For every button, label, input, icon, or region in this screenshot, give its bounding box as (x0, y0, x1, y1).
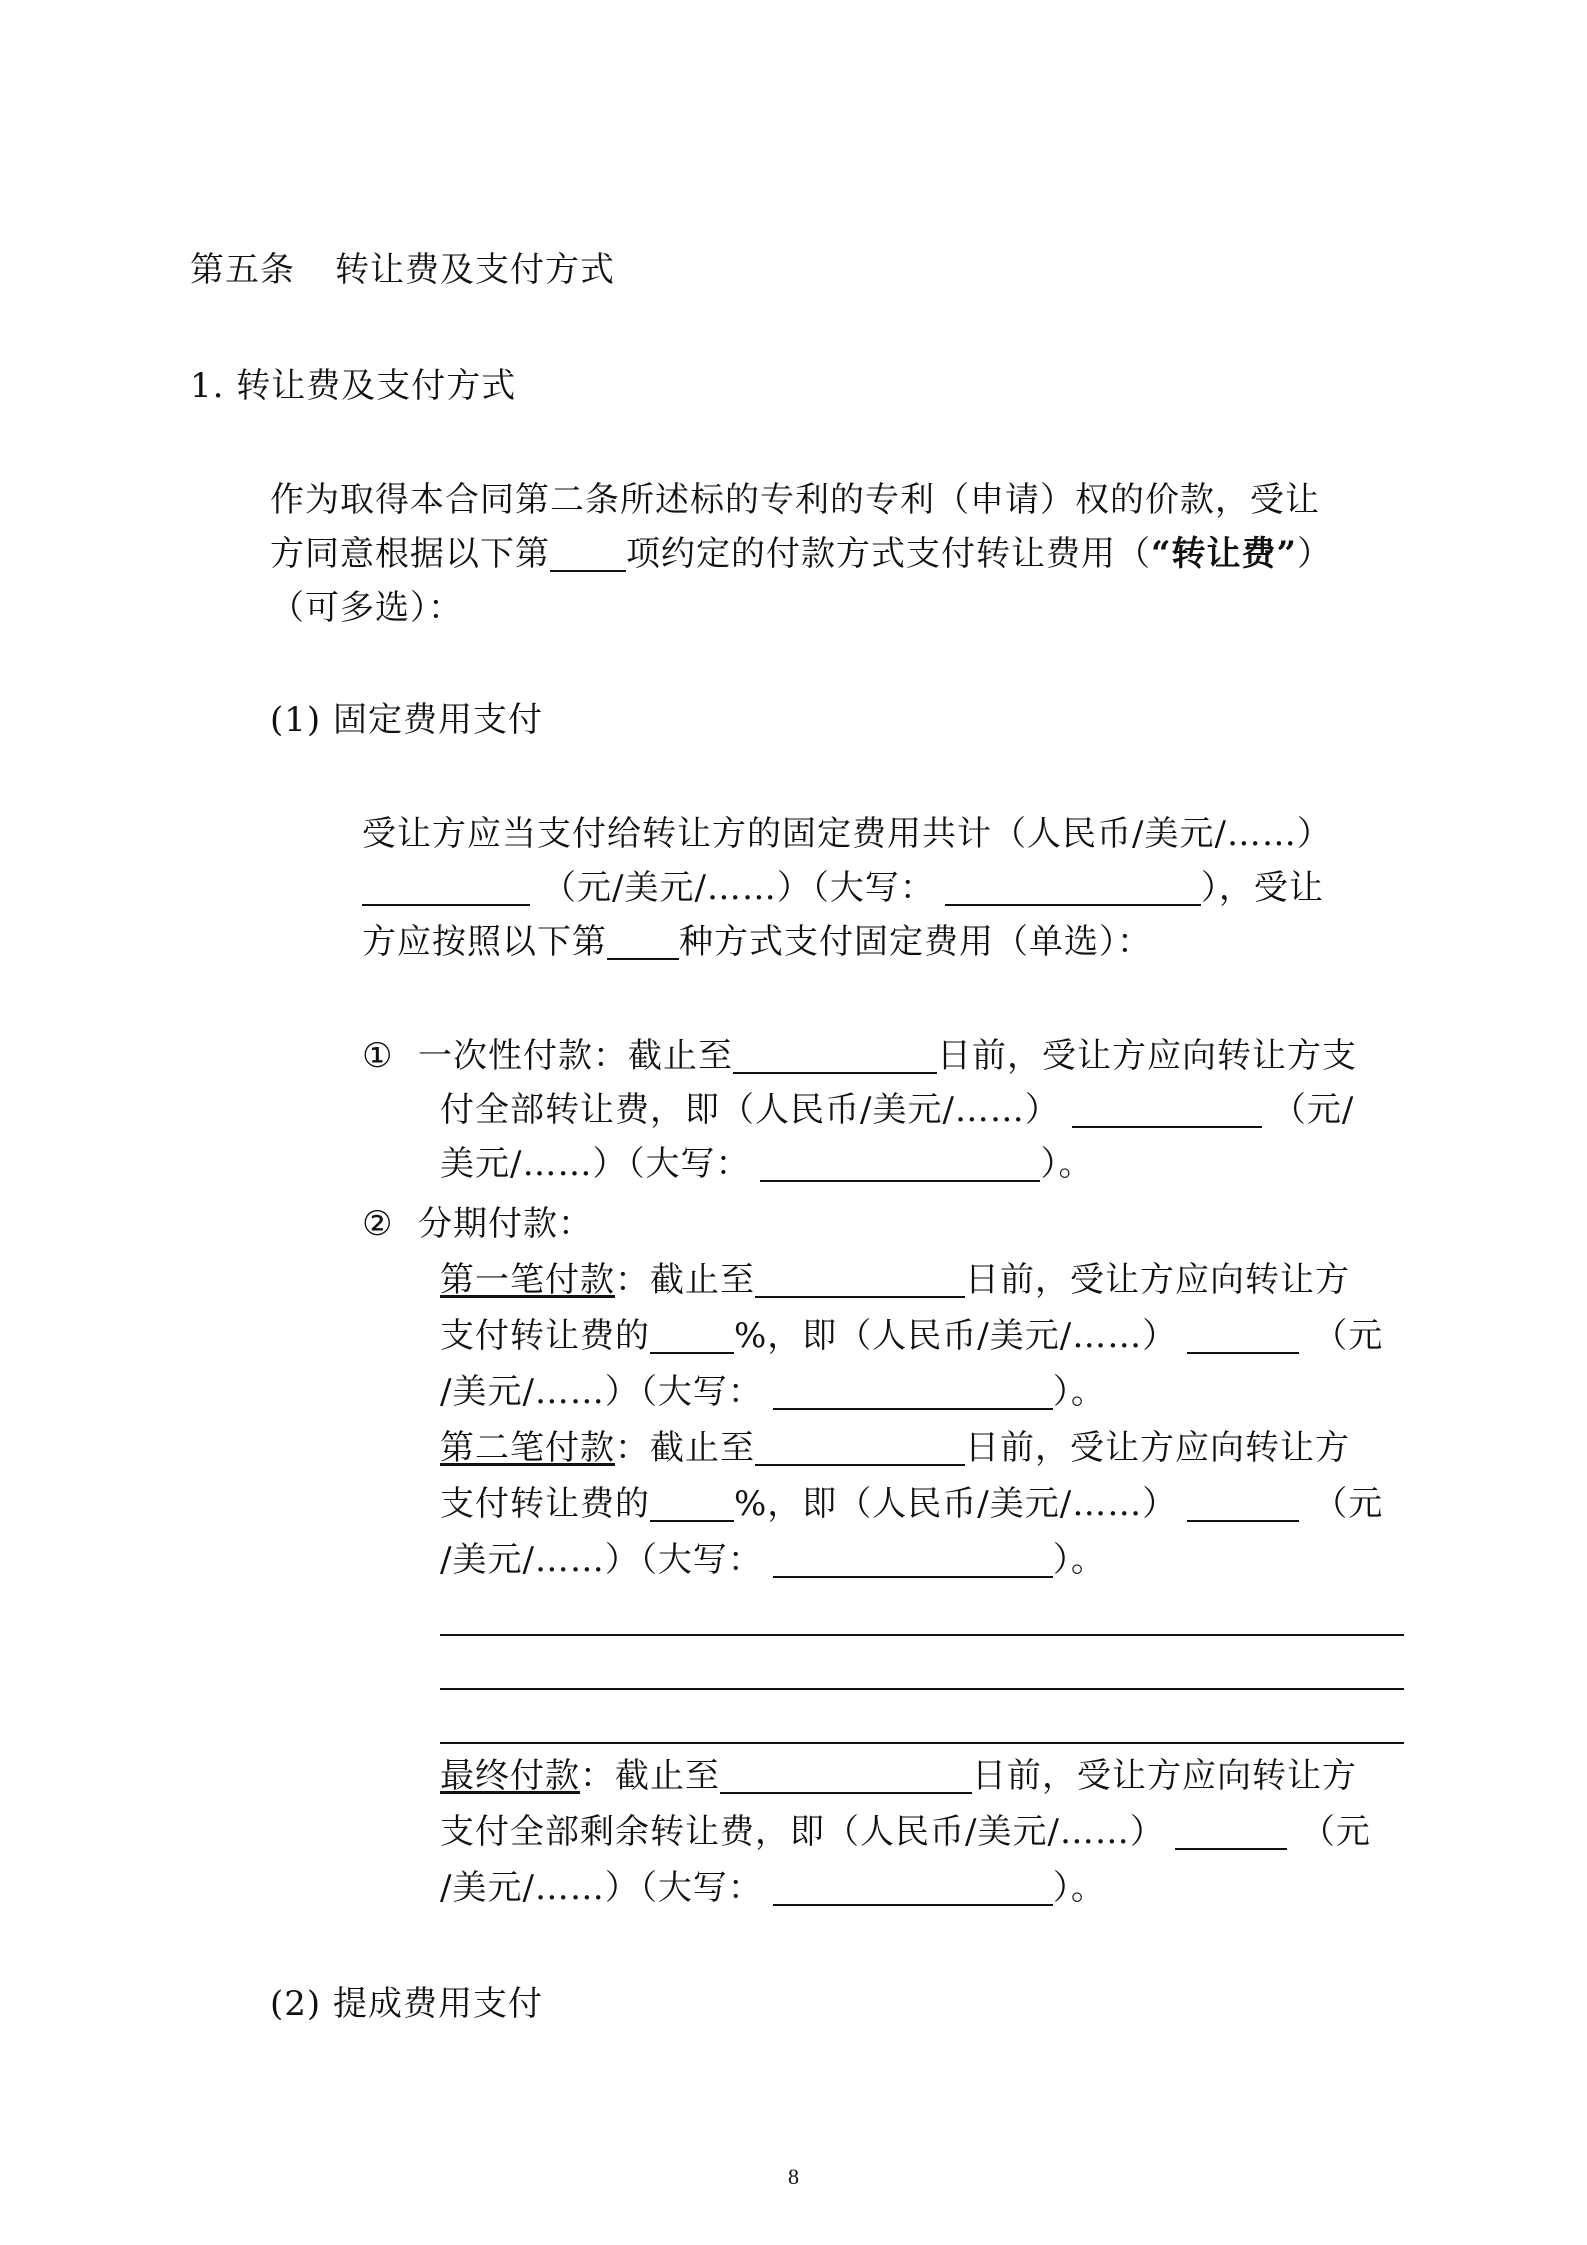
paragraph-line: （元/美元/……）（大写： ），受让 (362, 868, 1324, 908)
fill-blank[interactable] (720, 1756, 972, 1794)
fill-blank[interactable] (1072, 1090, 1262, 1128)
paragraph-line: （可多选）： (270, 588, 463, 628)
paragraph-line: 方同意根据以下第 项约定的付款方式支付转让费用（“转让费”） (270, 534, 1333, 574)
paragraph-line: 作为取得本合同第二条所述标的专利的专利（申请）权的价款，受让 (270, 480, 1320, 520)
page-number: 8 (788, 2164, 799, 2189)
section-title: 1. 转让费及支付方式 (190, 366, 517, 406)
fill-blank[interactable] (755, 1428, 965, 1466)
fill-blank[interactable] (760, 1144, 1040, 1182)
list-item-marker: ① (362, 1036, 394, 1076)
installment-label: 第二笔付款 (440, 1428, 615, 1468)
paragraph-line: 第一笔付款：截止至 日前，受让方应向转让方 (440, 1260, 1350, 1300)
fill-blank[interactable] (945, 868, 1201, 906)
paragraph-line: 第二笔付款：截止至 日前，受让方应向转让方 (440, 1428, 1350, 1468)
paragraph-line: 一次性付款：截止至 日前，受让方应向转让方支 (418, 1036, 1357, 1076)
paragraph-line: 付全部转让费，即（人民币/美元/……） （元/ (440, 1090, 1355, 1130)
fill-blank[interactable] (1187, 1484, 1299, 1522)
article-heading (190, 250, 615, 290)
blank-line[interactable] (440, 1634, 1404, 1636)
fill-blank[interactable] (773, 1540, 1053, 1578)
paragraph-line: 受让方应当支付给转让方的固定费用共计（人民币/美元/……） (362, 814, 1332, 854)
fill-blank[interactable] (550, 534, 626, 572)
fill-blank[interactable] (362, 868, 530, 906)
paragraph-line: 分期付款： (418, 1204, 593, 1244)
fill-blank[interactable] (650, 1316, 734, 1354)
installment-label: 最终付款 (440, 1756, 580, 1796)
article-title: 转让费及支付方式 (335, 250, 615, 290)
fill-blank[interactable] (773, 1868, 1053, 1906)
paragraph-line: 支付转让费的 %，即（人民币/美元/……） （元 (440, 1484, 1384, 1524)
paragraph-line: /美元/……）（大写： ）。 (440, 1372, 1106, 1412)
fill-blank[interactable] (773, 1372, 1053, 1410)
paragraph-line: 最终付款：截止至 日前，受让方应向转让方 (440, 1756, 1357, 1796)
blank-line[interactable] (440, 1742, 1404, 1744)
defined-term: “转让费” (1151, 534, 1298, 574)
paragraph-line: 美元/……）（大写： ）。 (440, 1144, 1094, 1184)
paragraph-line: /美元/……）（大写： ）。 (440, 1868, 1106, 1908)
blank-line[interactable] (440, 1688, 1404, 1690)
list-item-marker: ② (362, 1204, 394, 1244)
fill-blank[interactable] (1175, 1812, 1287, 1850)
subsection-title: (1) 固定费用支付 (270, 700, 543, 740)
paragraph-line: 方应按照以下第 种方式支付固定费用（单选）： (362, 922, 1152, 962)
paragraph-line: 支付转让费的 %，即（人民币/美元/……） （元 (440, 1316, 1384, 1356)
article-number: 第五条 (190, 250, 295, 290)
subsection-title: (2) 提成费用支付 (270, 1984, 543, 2024)
fill-blank[interactable] (733, 1036, 937, 1074)
installment-label: 第一笔付款 (440, 1260, 615, 1300)
paragraph-line: /美元/……）（大写： ）。 (440, 1540, 1106, 1580)
fill-blank[interactable] (607, 922, 679, 960)
paragraph-line: 支付全部剩余转让费，即（人民币/美元/……） （元 (440, 1812, 1371, 1852)
fill-blank[interactable] (650, 1484, 734, 1522)
fill-blank[interactable] (755, 1260, 965, 1298)
fill-blank[interactable] (1187, 1316, 1299, 1354)
